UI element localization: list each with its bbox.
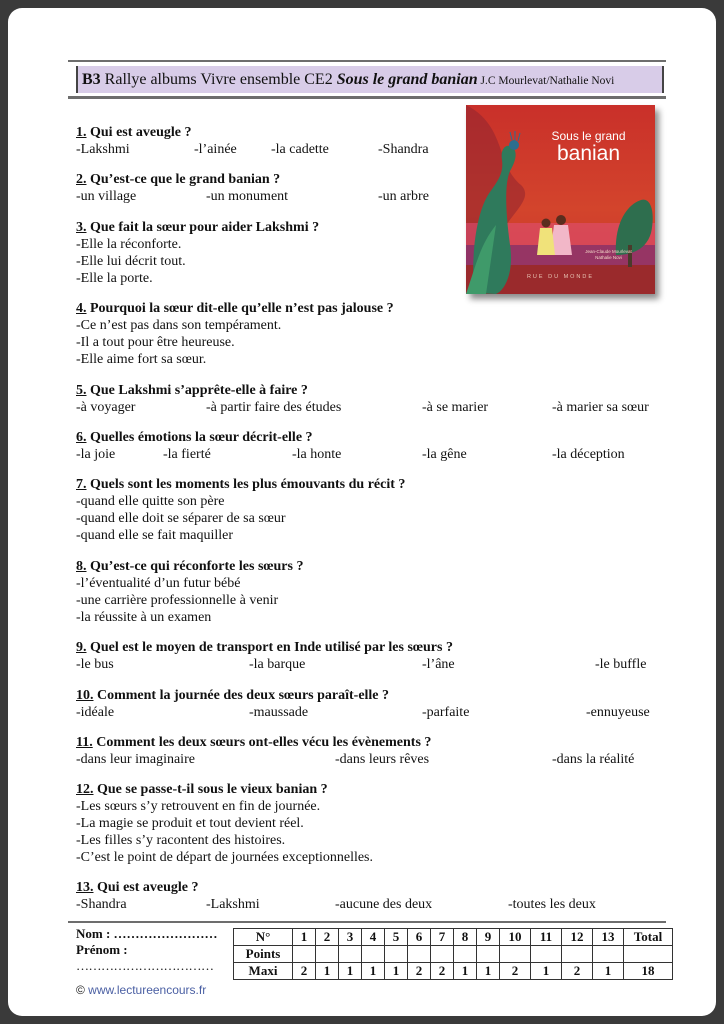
answer-options [76, 896, 666, 913]
answer-option[interactable]: -toutes les deux [508, 897, 596, 912]
points-cell[interactable] [362, 946, 385, 963]
score-table [233, 928, 673, 980]
score-header-cell: 9 [477, 929, 500, 946]
answer-option[interactable]: -Elle aime fort sa sœur. [76, 352, 207, 367]
question-5 [76, 382, 666, 416]
answer-option[interactable]: -Il a tout pour être heureuse. [76, 335, 235, 350]
maxi-cell: 2 [562, 963, 593, 980]
points-cell[interactable] [431, 946, 454, 963]
answer-option[interactable]: -Elle la porte. [76, 271, 153, 286]
score-header-cell: 3 [339, 929, 362, 946]
points-cell[interactable] [454, 946, 477, 963]
points-cell[interactable] [293, 946, 316, 963]
points-cell[interactable] [385, 946, 408, 963]
question-text: Comment la journée des deux sœurs paraît-elle ? [93, 688, 390, 703]
answer-option[interactable]: -dans la réalité [552, 752, 635, 767]
answer-option[interactable]: -quand elle doit se séparer de sa sœur [76, 511, 286, 526]
worksheet-page [8, 8, 716, 1016]
question-text: Que Lakshmi s’apprête-elle à faire ? [86, 383, 308, 398]
maxi-cell: 1 [362, 963, 385, 980]
question-text: Qui est aveugle ? [93, 880, 199, 895]
maxi-cell: 2 [431, 963, 454, 980]
answer-option[interactable]: -le buffle [595, 657, 647, 672]
answer-options [76, 704, 666, 721]
question-number: 10. [76, 688, 94, 703]
answer-option[interactable]: -l’éventualité d’un futur bébé [76, 576, 241, 591]
answer-options [76, 399, 666, 416]
question-number: 2. [76, 172, 87, 187]
answer-option[interactable]: -la honte [292, 447, 342, 462]
score-header-cell: 2 [316, 929, 339, 946]
question-number: 1. [76, 125, 87, 140]
score-header-cell: 4 [362, 929, 385, 946]
question-number: 5. [76, 383, 87, 398]
answer-option[interactable]: -la réussite à un examen [76, 610, 212, 625]
answer-option[interactable]: -Shandra [378, 142, 429, 157]
header-rule-top [68, 60, 666, 62]
question-1 [76, 124, 456, 158]
question-2 [76, 171, 456, 205]
answer-option[interactable]: -Elle la réconforte. [76, 237, 182, 252]
maxi-cell: 1 [454, 963, 477, 980]
answer-option[interactable]: -quand elle quitte son père [76, 494, 225, 509]
question-number: 4. [76, 301, 87, 316]
question-number: 6. [76, 430, 87, 445]
question-number: 8. [76, 559, 87, 574]
answer-option[interactable]: -une carrière professionnelle à venir [76, 593, 279, 608]
prenom-label: Prénom : [76, 942, 128, 957]
answer-option[interactable]: -Ce n’est pas dans son tempérament. [76, 318, 282, 333]
score-header-row [234, 929, 673, 946]
answer-option[interactable]: -La magie se produit et tout devient réel. [76, 816, 304, 831]
maxi-total-cell: 18 [624, 963, 673, 980]
maxi-cell: 2 [408, 963, 431, 980]
answer-option[interactable]: -l’âne [422, 657, 455, 672]
answer-option[interactable]: -Elle lui décrit tout. [76, 254, 186, 269]
answer-option[interactable]: -maussade [249, 705, 309, 720]
score-header-cell: 6 [408, 929, 431, 946]
question-10 [76, 687, 666, 721]
answer-option[interactable]: -à voyager [76, 400, 136, 415]
score-header-cell: 5 [385, 929, 408, 946]
question-text: Qui est aveugle ? [86, 125, 192, 140]
question-text: Que fait la sœur pour aider Lakshmi ? [86, 220, 320, 235]
header-rule-bottom [68, 96, 666, 99]
maxi-cell: 1 [316, 963, 339, 980]
header-text: Rallye albums Vivre ensemble CE2 [100, 71, 337, 88]
maxi-cell: 2 [500, 963, 531, 980]
answer-option[interactable]: -C’est le point de départ de journées exceptionnelles. [76, 850, 374, 865]
answer-option[interactable]: -Les sœurs s’y retrouvent en fin de journée. [76, 799, 321, 814]
answer-option[interactable]: -idéale [76, 705, 115, 720]
prenom-field[interactable]: …………………………… [76, 958, 214, 973]
answer-option[interactable]: -aucune des deux [335, 897, 433, 912]
points-row [234, 946, 673, 963]
worksheet-header [76, 66, 664, 93]
question-text: Pourquoi la sœur dit-elle qu’elle n’est pas jalouse ? [86, 301, 394, 316]
score-header-cell: 8 [454, 929, 477, 946]
question-4 [76, 300, 394, 368]
cover-title-line2: banian [556, 142, 621, 165]
score-header-cell: 7 [431, 929, 454, 946]
answer-option[interactable]: -le bus [76, 657, 114, 672]
cover-authors [566, 249, 651, 261]
maxi-row [234, 963, 673, 980]
answer-option[interactable]: -Lakshmi [76, 142, 130, 157]
answer-option[interactable]: -Lakshmi [206, 897, 260, 912]
answer-option[interactable]: -Shandra [76, 897, 127, 912]
question-text: Que se passe-t-il sous le vieux banian ? [93, 782, 328, 797]
score-header-cell: Total [624, 929, 673, 946]
question-3 [76, 219, 319, 287]
cover-illustrator: Nathalie Novi [595, 255, 622, 260]
maxi-cell: 1 [477, 963, 500, 980]
score-header-cell: 13 [593, 929, 624, 946]
header-code: B3 [82, 71, 101, 88]
question-13 [76, 879, 666, 913]
copyright-link[interactable]: www.lectureencours.fr [84, 983, 207, 997]
points-cell[interactable] [531, 946, 562, 963]
nom-field[interactable]: Nom : …………………… [76, 926, 218, 941]
maxi-label: Maxi [234, 963, 293, 980]
points-cell[interactable] [408, 946, 431, 963]
points-cell[interactable] [316, 946, 339, 963]
question-6 [76, 429, 666, 463]
maxi-cell: 2 [293, 963, 316, 980]
maxi-cell: 1 [339, 963, 362, 980]
cover-author: Jean-Claude Mourlevat [585, 249, 632, 254]
answer-option[interactable]: -ennuyeuse [586, 705, 650, 720]
question-text: Qu’est-ce qui réconforte les sœurs ? [86, 559, 304, 574]
copyright-icon: © [76, 983, 85, 997]
answer-option[interactable]: -la cadette [271, 142, 329, 157]
score-header-cell: 11 [531, 929, 562, 946]
answer-options [76, 188, 456, 205]
answer-option[interactable]: -Les filles s’y racontent des histoires. [76, 833, 286, 848]
question-text: Comment les deux sœurs ont-elles vécu les évènements ? [92, 735, 432, 750]
points-cell[interactable] [477, 946, 500, 963]
question-number: 7. [76, 477, 87, 492]
answer-options [76, 751, 666, 768]
question-number: 3. [76, 220, 87, 235]
answer-option[interactable]: -la joie [76, 447, 116, 462]
maxi-cell: 1 [385, 963, 408, 980]
points-label: Points [234, 946, 293, 963]
points-cell[interactable] [593, 946, 624, 963]
points-cell[interactable] [562, 946, 593, 963]
maxi-cell: 1 [531, 963, 562, 980]
question-8 [76, 558, 303, 626]
answer-option[interactable]: -la déception [552, 447, 625, 462]
book-cover-image [466, 105, 655, 294]
score-header-cell: 12 [562, 929, 593, 946]
answer-option[interactable]: -à se marier [422, 400, 489, 415]
question-number: 9. [76, 640, 87, 655]
question-text: Quels sont les moments les plus émouvants du récit ? [86, 477, 406, 492]
answer-option[interactable]: -dans leurs rêves [335, 752, 430, 767]
cover-title [526, 129, 651, 165]
answer-option[interactable]: -parfaite [422, 705, 470, 720]
question-number: 11. [76, 735, 93, 750]
question-text: Quelles émotions la sœur décrit-elle ? [86, 430, 313, 445]
points-total-cell[interactable] [624, 946, 673, 963]
answer-option[interactable]: -un monument [206, 189, 289, 204]
score-header-cell: 1 [293, 929, 316, 946]
answer-option[interactable]: -la barque [249, 657, 306, 672]
question-number: 13. [76, 880, 94, 895]
cover-title-line1: Sous le grand [551, 129, 626, 143]
question-text: Qu’est-ce que le grand banian ? [86, 172, 281, 187]
copyright [76, 983, 206, 997]
answer-option[interactable]: -un village [76, 189, 137, 204]
score-header-cell: 10 [500, 929, 531, 946]
cover-publisher: RUE DU MONDE [526, 274, 595, 280]
answer-option[interactable]: -à marier sa sœur [552, 400, 649, 415]
question-7 [76, 476, 405, 544]
question-12 [76, 781, 373, 866]
answer-option[interactable]: -un arbre [378, 189, 429, 204]
answer-options [76, 656, 666, 673]
answer-option[interactable]: -dans leur imaginaire [76, 752, 195, 767]
maxi-cell: 1 [593, 963, 624, 980]
score-header-cell: N° [234, 929, 293, 946]
answer-options [76, 141, 456, 158]
answer-option[interactable]: -la fierté [163, 447, 211, 462]
answer-options [76, 446, 666, 463]
answer-option[interactable]: -l’ainée [194, 142, 237, 157]
answer-option[interactable]: -la gêne [422, 447, 467, 462]
points-cell[interactable] [500, 946, 531, 963]
student-name-fields [76, 926, 218, 974]
book-title: Sous le grand banian [336, 71, 478, 88]
footer-rule [68, 921, 666, 923]
answer-option[interactable]: -quand elle se fait maquiller [76, 528, 234, 543]
answer-option[interactable]: -à partir faire des études [206, 400, 342, 415]
question-text: Quel est le moyen de transport en Inde utilisé par les sœurs ? [86, 640, 453, 655]
book-authors: J.C Mourlevat/Nathalie Novi [477, 75, 615, 87]
question-9 [76, 639, 666, 673]
question-number: 12. [76, 782, 94, 797]
points-cell[interactable] [339, 946, 362, 963]
question-11 [76, 734, 666, 768]
